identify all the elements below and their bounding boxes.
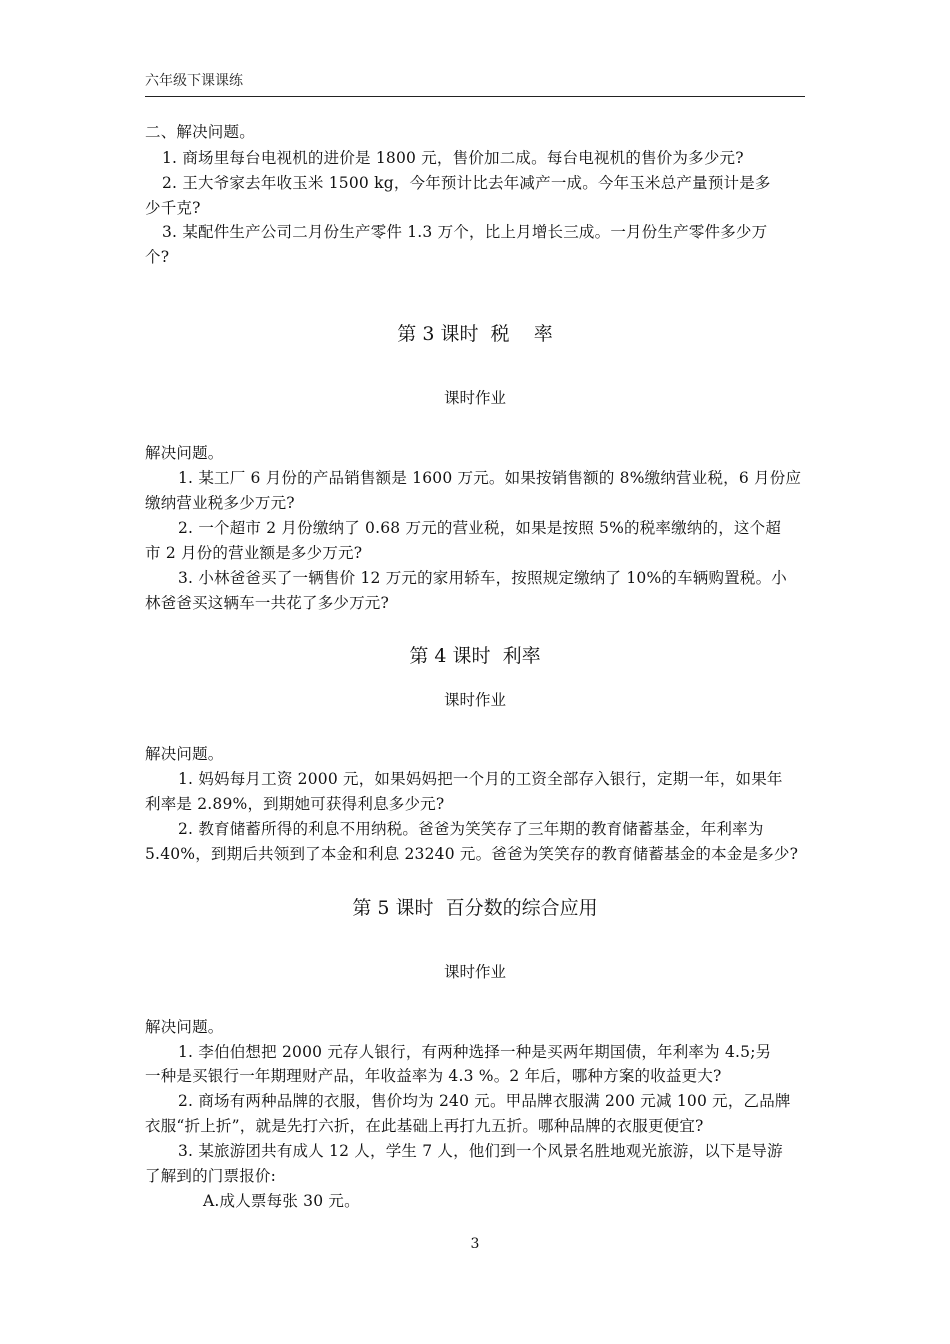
problem-text: 少千克? xyxy=(145,199,201,217)
lesson-title: 第 5 课时 百分数的综合应用 xyxy=(352,897,598,919)
problem-text: 5.40%，到期后共领到了本金和利息 23240 元。爸爸为笑笑存的教育储蓄基金的本金是多少? xyxy=(145,845,799,863)
problem-text: 了解到的门票报价: xyxy=(145,1167,277,1185)
section-heading: 二、解决问题。 xyxy=(145,123,255,141)
lesson-subtitle: 课时作业 xyxy=(443,963,506,981)
lesson-title: 第 4 课时 利率 xyxy=(409,645,541,667)
problem-text: 1. 李伯伯想把 2000 元存人银行，有两种选择一种是买两年期国债，年利率为 4.5;另 xyxy=(178,1043,772,1061)
page-header-title: 六年级下课课练 xyxy=(145,73,243,89)
problem-text: 个? xyxy=(145,248,170,266)
problem-intro: 解决问题。 xyxy=(145,444,224,462)
lesson-subtitle: 课时作业 xyxy=(443,389,506,407)
problem-text: 市 2 月份的营业额是多少万元? xyxy=(145,544,363,562)
problem-text: 2. 商场有两种品牌的衣服，售价均为 240 元。甲品牌衣服满 200 元减 100 元，乙品牌 xyxy=(178,1092,791,1110)
problem-text: 衣服“折上折”，就是先打六折，在此基础上再打九五折。哪种品牌的衣服更便宜? xyxy=(145,1117,704,1135)
problem-text: 3. 某配件生产公司二月份生产零件 1.3 万个，比上月增长三成。一月份生产零件多少万 xyxy=(162,223,768,241)
problem-text: 2. 王大爷家去年收玉米 1500 kg，今年预计比去年减产一成。今年玉米总产量预计是多 xyxy=(162,174,771,192)
problem-option: A.成人票每张 30 元。 xyxy=(203,1192,360,1210)
problem-text: 1. 妈妈每月工资 2000 元，如果妈妈把一个月的工资全部存入银行，定期一年，如果年 xyxy=(178,770,783,788)
page-number: 3 xyxy=(470,1236,480,1252)
problem-text: 1. 某工厂 6 月份的产品销售额是 1600 万元。如果按销售额的 8%缴纳营业税，6 月份应 xyxy=(178,469,802,487)
problem-text: 1. 商场里每台电视机的进价是 1800 元，售价加二成。每台电视机的售价为多少元? xyxy=(162,149,744,167)
problem-text: 3. 某旅游团共有成人 12 人，学生 7 人，他们到一个风景名胜地观光旅游，以下是导游 xyxy=(178,1142,783,1160)
problem-text: 林爸爸买这辆车一共花了多少万元? xyxy=(145,594,390,612)
header-divider xyxy=(145,96,805,97)
lesson-title: 第 3 课时 税 率 xyxy=(397,323,553,345)
problem-intro: 解决问题。 xyxy=(145,1018,224,1036)
problem-text: 一种是买银行一年期理财产品，年收益率为 4.3 %。2 年后，哪种方案的收益更大? xyxy=(145,1067,722,1085)
problem-text: 利率是 2.89%，到期她可获得利息多少元? xyxy=(145,795,445,813)
problem-text: 3. 小林爸爸买了一辆售价 12 万元的家用轿车，按照规定缴纳了 10%的车辆购置税。小 xyxy=(178,569,787,587)
problem-text: 2. 一个超市 2 月份缴纳了 0.68 万元的营业税，如果是按照 5%的税率缴纳的，这个超 xyxy=(178,519,782,537)
lesson-subtitle: 课时作业 xyxy=(443,691,506,709)
problem-text: 缴纳营业税多少万元? xyxy=(145,494,295,512)
problem-text: 2. 教育储蓄所得的利息不用纳税。爸爸为笑笑存了三年期的教育储蓄基金，年利率为 xyxy=(178,820,764,838)
problem-intro: 解决问题。 xyxy=(145,745,224,763)
